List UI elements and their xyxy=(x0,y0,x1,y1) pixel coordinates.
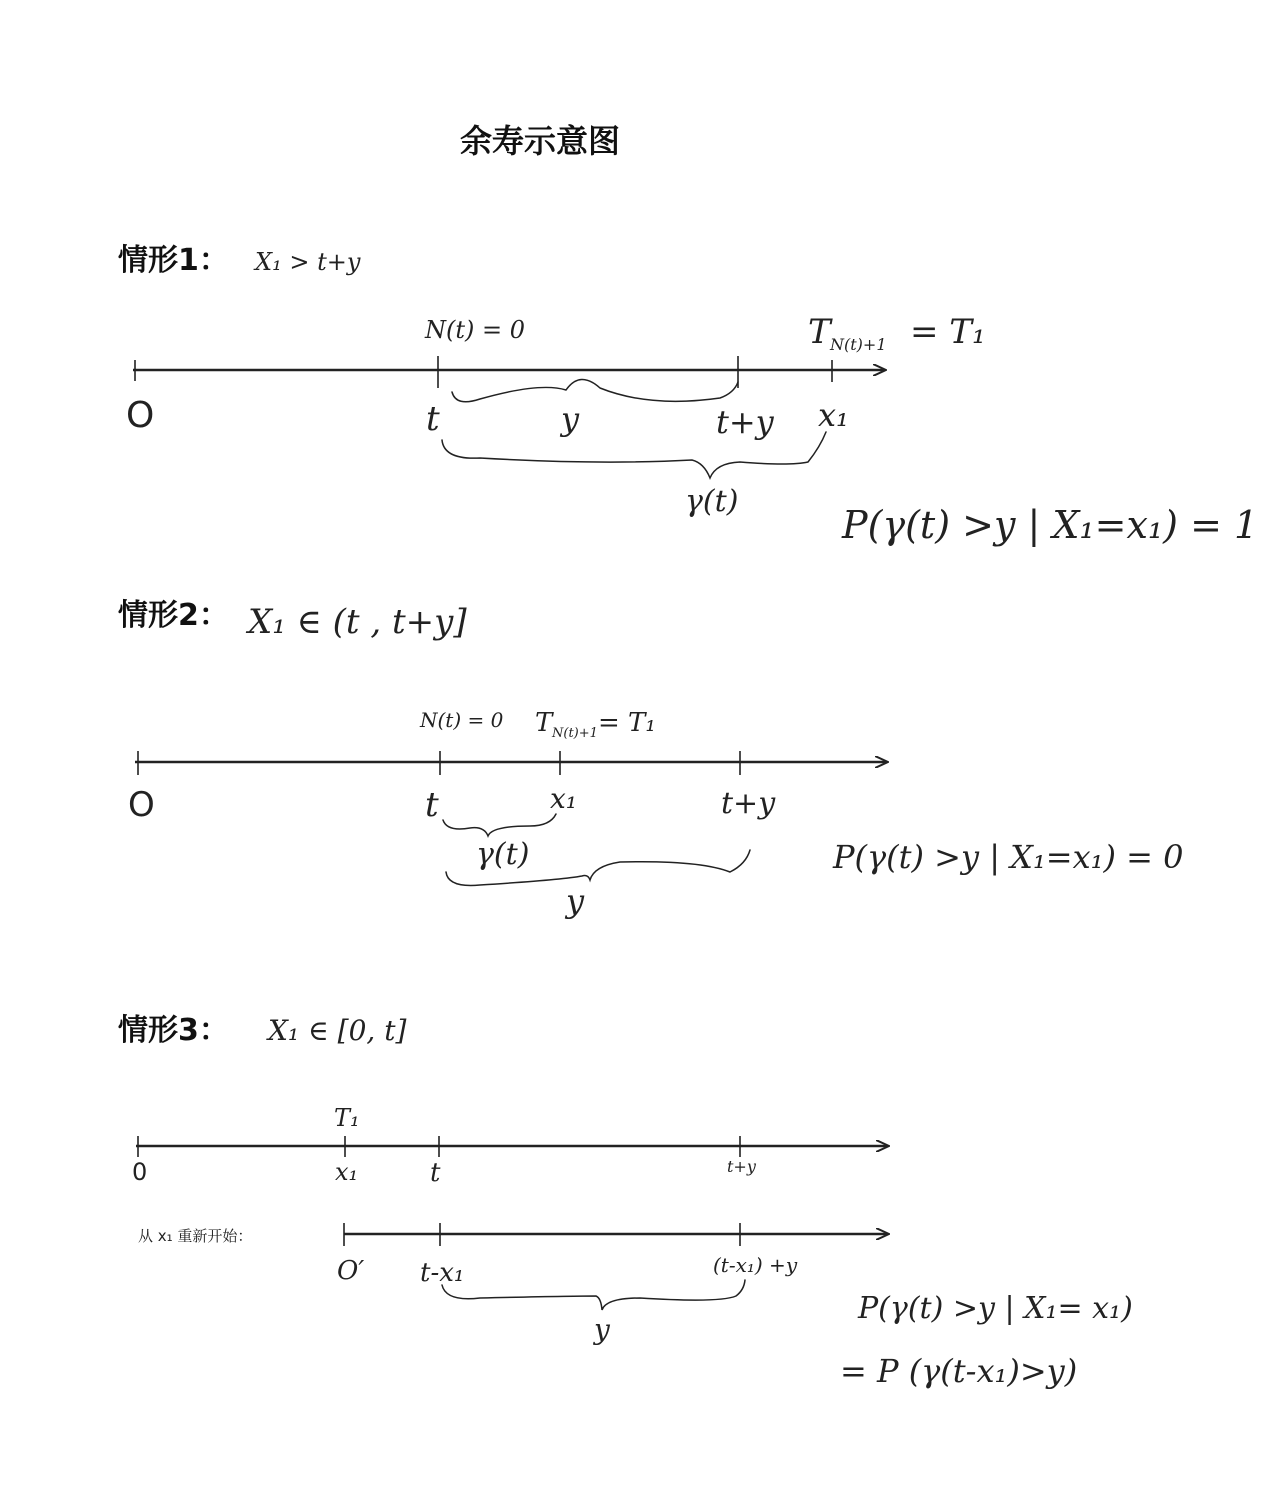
case3-label-x1: x₁ xyxy=(335,1158,359,1186)
case3-t1-label: T₁ xyxy=(334,1104,360,1132)
case3-restart-label-t-x1: t-x₁ xyxy=(420,1258,465,1288)
case3-probability-line2: = P (γ(t-x₁)>y) xyxy=(840,1352,1078,1390)
case3-brace-y xyxy=(442,1280,745,1310)
case3-probability-line1: P(γ(t) >y | X₁= x₁) xyxy=(858,1291,1133,1326)
case2-y-label: y xyxy=(566,882,585,920)
case3-label-t: t xyxy=(430,1158,441,1188)
case2-nt-label: N(t) = 0 xyxy=(420,708,504,732)
case3-label-ty: t+y xyxy=(727,1157,756,1176)
case1-tn-equals: = T₁ xyxy=(910,312,986,352)
case2-tn-subscript: N(t)+1 xyxy=(552,726,598,741)
case2-label-x1: x₁ xyxy=(550,782,578,815)
case3-label-origin: 0 xyxy=(132,1158,148,1186)
case1-label-t: t xyxy=(426,399,440,439)
case2-condition: X₁ ∈ (t , t+y] xyxy=(248,602,467,642)
case3-section xyxy=(117,1013,1133,1390)
page-title: 余寿示意图 xyxy=(460,122,621,160)
case1-label-x1: x₁ xyxy=(818,396,849,434)
case1-brace-y xyxy=(452,379,738,401)
case2-tn-equals: = T₁ xyxy=(598,708,656,738)
case1-tn-label: T xyxy=(808,312,831,352)
case2-section xyxy=(117,598,1183,920)
case2-tn-label: T xyxy=(535,708,553,738)
case3-restart-label-end: (t-x₁) +y xyxy=(713,1253,798,1277)
case3-heading: 情形3： xyxy=(118,1013,229,1048)
case1-nt-label: N(t) = 0 xyxy=(425,316,526,344)
case3-restart-label: 从 x₁ 重新开始： xyxy=(138,1227,253,1245)
case2-gamma-label: γ(t) xyxy=(476,837,530,872)
case1-tn-subscript: N(t)+1 xyxy=(830,335,887,354)
case1-heading: 情形1： xyxy=(118,243,229,278)
case1-label-ty: t+y xyxy=(716,403,774,441)
case2-label-ty: t+y xyxy=(721,786,776,821)
case1-gamma-label: γ(t) xyxy=(685,484,739,519)
case1-section xyxy=(117,243,1258,547)
case3-restart-label-origin: O′ xyxy=(337,1256,365,1286)
case2-brace-gamma xyxy=(443,814,556,836)
case2-heading: 情形2： xyxy=(118,598,229,633)
case1-label-origin: O xyxy=(126,395,155,436)
case1-condition: X₁ > t+y xyxy=(255,248,361,276)
case2-label-origin: O xyxy=(128,785,155,825)
case2-probability: P(γ(t) >y | X₁=x₁) = 0 xyxy=(833,838,1184,876)
case1-probability: P(γ(t) >y | X₁=x₁) = 1 xyxy=(842,503,1259,547)
case2-label-t: t xyxy=(425,785,439,825)
case3-y-label: y xyxy=(594,1313,610,1346)
case1-label-y: y xyxy=(561,400,580,438)
case3-condition: X₁ ∈ [0, t] xyxy=(268,1014,407,1047)
